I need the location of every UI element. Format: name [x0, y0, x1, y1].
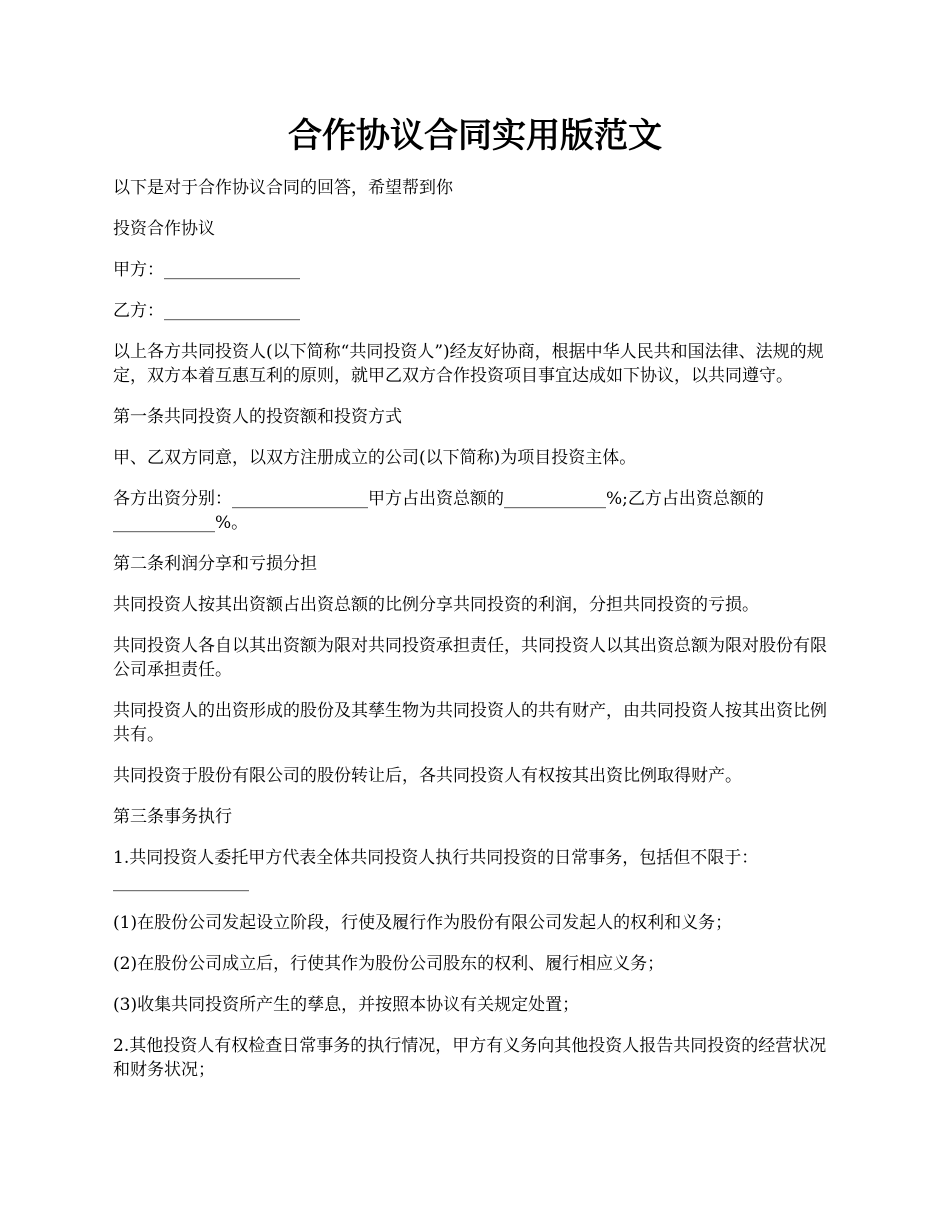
article-3-subitem-2: (2)在股份公司成立后，行使其作为股份公司股东的权利、履行相应义务；: [113, 954, 665, 974]
agreement-heading: 投资合作协议: [113, 219, 215, 239]
article-3-item-1: 1.共同投资人委托甲方代表全体共同投资人执行共同投资的日常事务，包括但不限于：________________: [113, 848, 759, 892]
article-3-heading: 第三条事务执行: [113, 807, 232, 827]
article-3-item-2: 2.其他投资人有权检查日常事务的执行情况，甲方有义务向其他投资人报告共同投资的经营状况和财务状况；: [113, 1036, 827, 1080]
preamble-paragraph: 以上各方共同投资人(以下简称“共同投资人”)经友好协商，根据中华人民共和国法律、法规的规定，双方本着互惠互利的原则，就甲乙双方合作投资项目事宜达成如下协议，以共同遵守。: [113, 342, 824, 386]
article-3-subitem-1: (1)在股份公司发起设立阶段，行使及履行作为股份有限公司发起人的权利和义务；: [113, 913, 733, 933]
document-title: 合作协议合同实用版范文: [288, 116, 662, 156]
party-a-line: 甲方：________________: [113, 260, 300, 280]
article-1-heading: 第一条共同投资人的投资额和投资方式: [113, 407, 402, 427]
article-1-paragraph-1: 甲、乙双方同意，以双方注册成立的公司(以下简称)为项目投资主体。: [113, 448, 637, 468]
article-2-paragraph-2: 共同投资人各自以其出资额为限对共同投资承担责任，共同投资人以其出资总额为限对股份有限公司承担责任。: [113, 636, 827, 680]
party-b-line: 乙方：________________: [113, 301, 300, 321]
article-3-subitem-3: (3)收集共同投资所产生的孳息，并按照本协议有关规定处置；: [113, 995, 580, 1015]
article-2-heading: 第二条利润分享和亏损分担: [113, 554, 317, 574]
article-2-paragraph-3: 共同投资人的出资形成的股份及其孳生物为共同投资人的共有财产，由共同投资人按其出资比例共有。: [113, 701, 827, 745]
article-2-paragraph-1: 共同投资人按其出资额占出资总额的比例分享共同投资的利润，分担共同投资的亏损。: [113, 595, 759, 615]
document-body: [113, 176, 840, 1099]
article-1-paragraph-2: 各方出资分别：________________甲方占出资总额的____________%;乙方占出资总额的____________%。: [113, 489, 764, 533]
article-2-paragraph-4: 共同投资于股份有限公司的股份转让后，各共同投资人有权按其出资比例取得财产。: [113, 766, 742, 786]
intro-paragraph: 以下是对于合作协议合同的回答，希望帮到你: [113, 178, 453, 198]
